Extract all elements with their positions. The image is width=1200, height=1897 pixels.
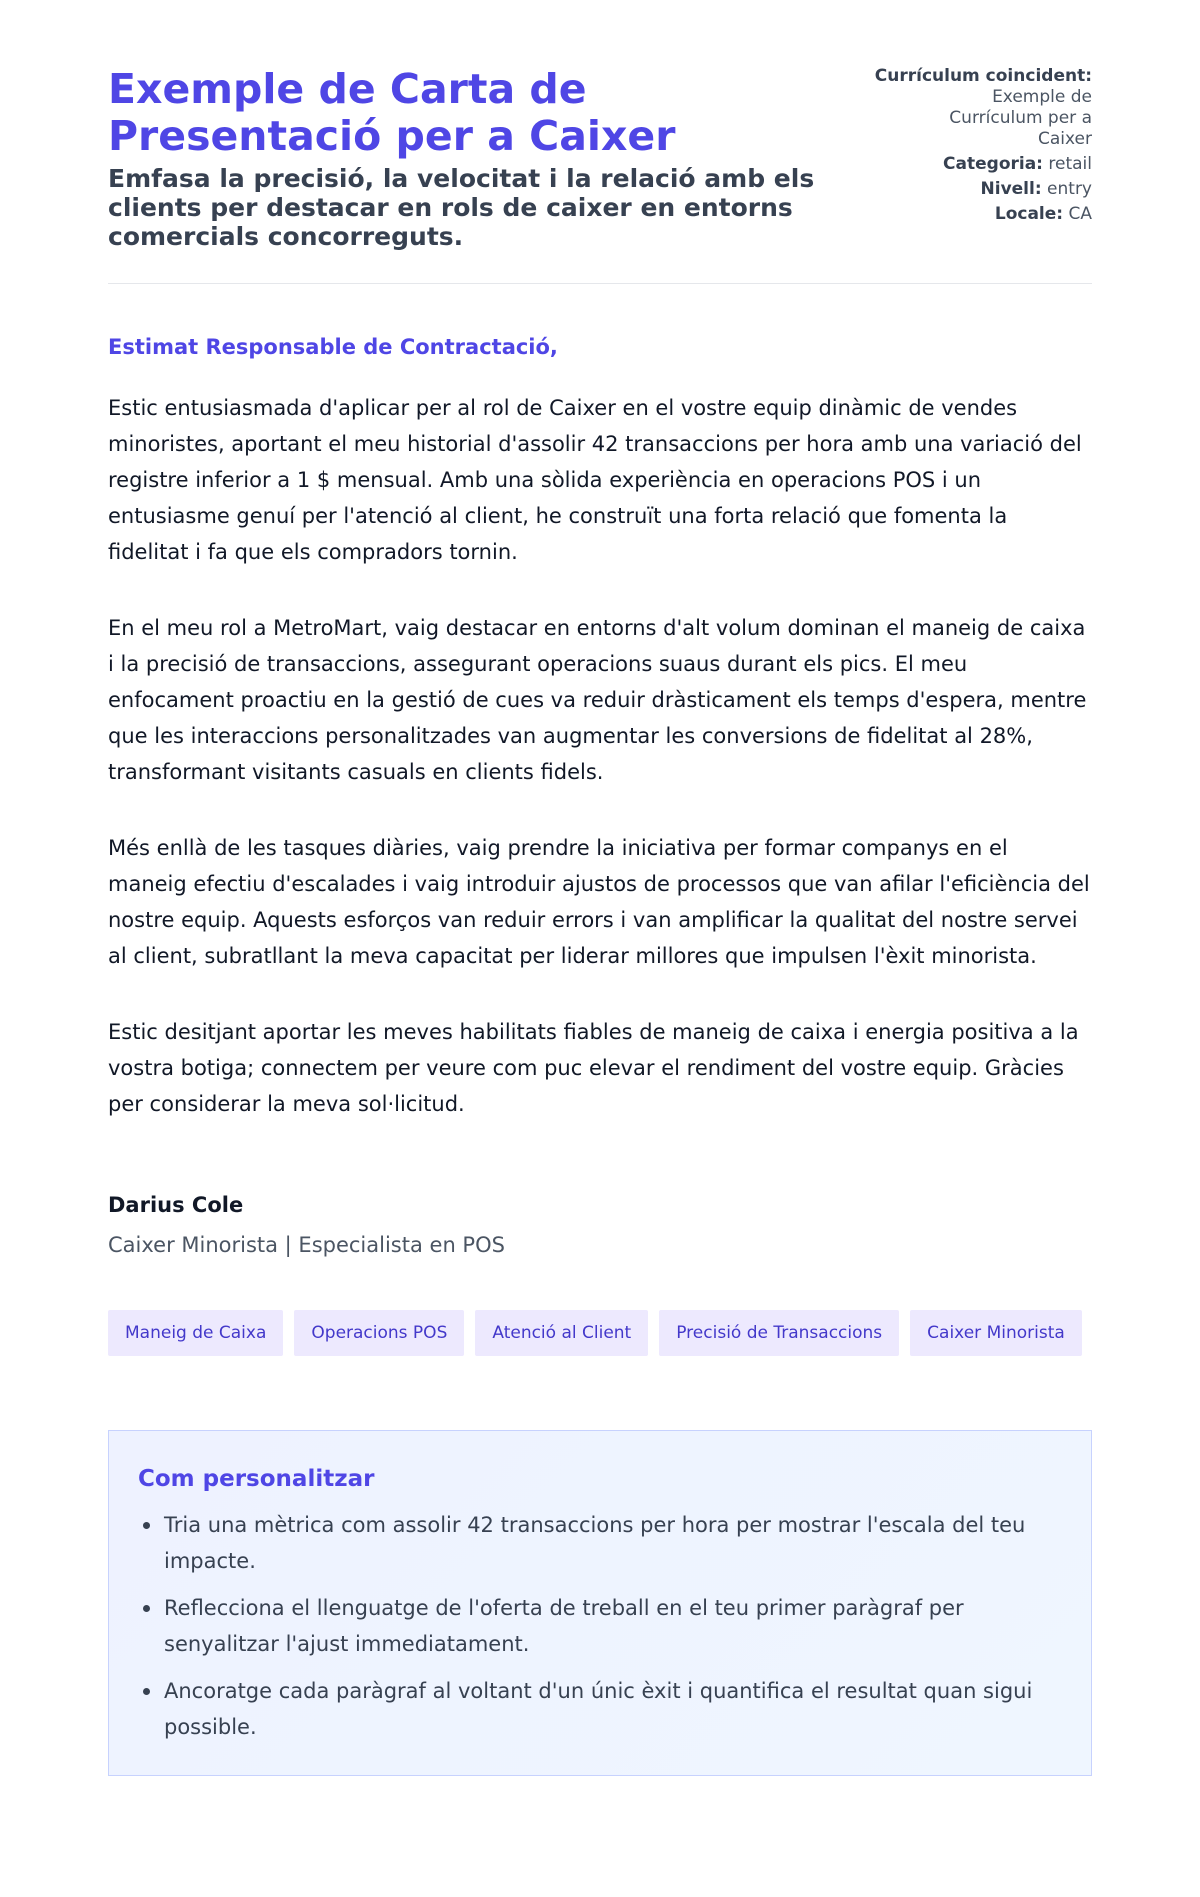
- meta-level-label: Nivell:: [980, 179, 1042, 199]
- meta-level-value: entry: [1047, 179, 1092, 199]
- meta-panel: [832, 66, 1092, 229]
- meta-category-label: Categoria:: [943, 154, 1043, 174]
- meta-resume-link[interactable]: Exemple de Currículum per a Caixer: [949, 87, 1092, 149]
- letter-paragraph: Estic desitjant aportar les meves habilitats fiables de maneig de caixa i energia positiva a la vostra botiga; connectem per veure com puc elevar el rendiment del vostre equip. Gràcies per considerar la meva sol·licitud.: [108, 1020, 1079, 1116]
- skill-tag[interactable]: Atenció al Client: [475, 1310, 648, 1356]
- tips-title: Com personalitzar: [138, 1466, 375, 1492]
- page-title: Exemple de Carta de Presentació per a Caixer: [108, 65, 676, 160]
- tip-item: Ancoratge cada paràgraf al voltant d'un únic èxit i quantifica el resultat quan sigui possible.: [138, 1673, 1062, 1745]
- signature-name: Darius Cole: [108, 1193, 244, 1217]
- meta-locale-value: CA: [1068, 204, 1092, 224]
- tips-list: [138, 1507, 1062, 1745]
- meta-matching-resume: [832, 66, 1092, 150]
- letter-body: [108, 334, 1092, 1258]
- page-subtitle: Emfasa la precisió, la velocitat i la relació amb els clients per destacar en rols de caixer en entorns comercials concorreguts.: [108, 164, 815, 251]
- customization-tips-box: [108, 1430, 1092, 1776]
- meta-category-value: retail: [1048, 154, 1092, 174]
- skill-tags: [108, 1310, 1092, 1356]
- meta-category: [832, 154, 1092, 175]
- letter-paragraph: Estic entusiasmada d'aplicar per al rol de Caixer en el vostre equip dinàmic de vendes minoristes, aportant el meu historial d'assolir 42 transaccions per hora amb una variació del registre inferior a 1 $ mensual. Amb una sòlida experiència en operacions POS i un entusiasme genuí per l'atenció al client, he construït una forta relació que fomenta la fidelitat i fa que els compradors tornin.: [108, 396, 1082, 564]
- skill-tag[interactable]: Maneig de Caixa: [108, 1310, 283, 1356]
- letter-paragraph: En el meu rol a MetroMart, vaig destacar en entorns d'alt volum dominan el maneig de caixa i la precisió de transaccions, assegurant operacions suaus durant els pics. El meu enfocament proactiu en la gestió de cues va reduir dràsticament els temps d'espera, mentre que les interaccions personalitzades van augmentar les conversions de fidelitat al 28%, transformant visitants casuals en clients fidels.: [108, 616, 1087, 784]
- meta-locale: [832, 204, 1092, 225]
- letter-paragraph: Més enllà de les tasques diàries, vaig prendre la iniciativa per formar companys en el maneig efectiu d'escalades i vaig introduir ajustos de processos que van afilar l'eficiència del nostre equip. Aquests esforços van reduir errors i van amplificar la qualitat del nostre servei al client, subratllant la meva capacitat per liderar millores que impulsen l'èxit minorista.: [108, 836, 1090, 968]
- meta-resume-label: Currículum coincident:: [874, 66, 1092, 86]
- tip-item: Reflecciona el llenguatge de l'oferta de treball en el teu primer paràgraf per senyalitzar l'ajust immediatament.: [138, 1590, 1062, 1662]
- meta-locale-label: Locale:: [994, 204, 1064, 224]
- page-header: [108, 0, 1092, 284]
- meta-level: [832, 179, 1092, 200]
- skill-tag[interactable]: Caixer Minorista: [910, 1310, 1082, 1356]
- skill-tag[interactable]: Precisió de Transaccions: [659, 1310, 899, 1356]
- signature-block: [108, 1192, 1092, 1258]
- skill-tag[interactable]: Operacions POS: [294, 1310, 464, 1356]
- signature-role: Caixer Minorista | Especialista en POS: [108, 1233, 505, 1257]
- letter-greeting: Estimat Responsable de Contractació,: [108, 335, 558, 359]
- tip-item: Tria una mètrica com assolir 42 transaccions per hora per mostrar l'escala del teu impacte.: [138, 1507, 1062, 1579]
